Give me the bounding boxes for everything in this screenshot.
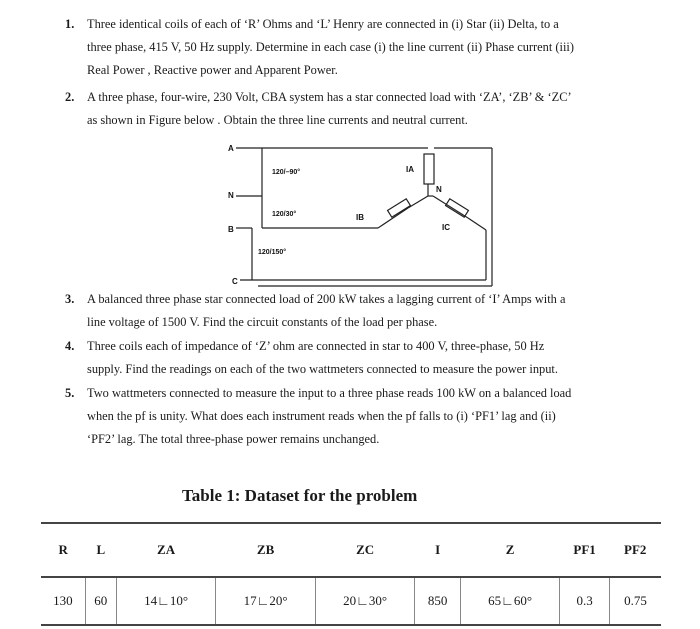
question-text-line: Three coils each of impedance of ‘Z’ ohm are connected in star to 400 V, three-phase, 50 Hz (87, 339, 545, 353)
question-text-line: ‘PF2’ lag. The total three-phase power remains unchanged. (87, 432, 380, 446)
header-pf2: PF2 (609, 523, 661, 577)
cell-l: 60 (85, 577, 116, 625)
table-header-row (41, 523, 661, 577)
star-point-n-label: N (436, 185, 442, 194)
header-zb: ZB (216, 523, 316, 577)
cell-pf1: 0.3 (560, 577, 610, 625)
header-l: L (85, 523, 116, 577)
node-c-label: C (232, 277, 238, 286)
question-text-line: as shown in Figure below . Obtain the three line currents and neutral current. (87, 113, 468, 127)
header-i: I (415, 523, 460, 577)
cell-za: 14∟10° (116, 577, 216, 625)
node-n-label: N (228, 191, 234, 200)
question-text-line: Real Power , Reactive power and Apparent Power. (87, 63, 338, 77)
voltage-cn-label: 120/150° (258, 249, 287, 256)
question-text-line: Three identical coils of each of ‘R’ Ohms and ‘L’ Henry are connected in (i) Star (ii) Delta, to a (87, 17, 559, 31)
question-text-line: line voltage of 1500 V. Find the circuit constants of the load per phase. (87, 315, 438, 329)
voltage-bn-label: 120/30° (272, 211, 297, 218)
question-text-line: Two wattmeters connected to measure the input to a three phase reads 100 kW on a balanced load (87, 386, 572, 400)
table-title: Table 1: Dataset for the problem (182, 486, 418, 505)
circuit-diagram (228, 140, 498, 290)
question-text-line: A three phase, four-wire, 230 Volt, CBA system has a star connected load with ‘ZA’, ‘ZB’ & ‘ZC’ (87, 90, 572, 104)
question-text-line: when the pf is unity. What does each instrument reads when the pf falls to (i) ‘PF1’ lag and (ii) (87, 409, 556, 423)
question-number: 1. (65, 17, 75, 31)
cell-r: 130 (41, 577, 85, 625)
current-ia-label: IA (406, 165, 414, 174)
question-number: 4. (65, 339, 75, 353)
question-text-line: three phase, 415 V, 50 Hz supply. Determine in each case (i) the line current (ii) Phase current (iii) (87, 40, 574, 54)
current-ib-label: IB (356, 213, 364, 222)
cell-z: 65∟60° (460, 577, 560, 625)
cell-pf2: 0.75 (609, 577, 661, 625)
question-text-line: A balanced three phase star connected load of 200 kW takes a lagging current of ‘I’ Amps with a (87, 292, 566, 306)
dataset-table (41, 522, 661, 626)
node-b-label: B (228, 225, 234, 234)
question-number: 5. (65, 386, 75, 400)
question-number: 2. (65, 90, 75, 104)
header-pf1: PF1 (560, 523, 610, 577)
header-r: R (41, 523, 85, 577)
current-ic-label: IC (442, 223, 450, 232)
question-number: 3. (65, 292, 75, 306)
table-row (41, 577, 661, 625)
header-zc: ZC (315, 523, 415, 577)
cell-zc: 20∟30° (315, 577, 415, 625)
node-a-label: A (228, 144, 234, 153)
cell-i: 850 (415, 577, 460, 625)
header-za: ZA (116, 523, 216, 577)
voltage-an-label: 120/–90° (272, 169, 301, 176)
cell-zb: 17∟20° (216, 577, 316, 625)
question-text-line: supply. Find the readings on each of the two wattmeters connected to measure the power input. (87, 362, 558, 376)
header-z: Z (460, 523, 560, 577)
